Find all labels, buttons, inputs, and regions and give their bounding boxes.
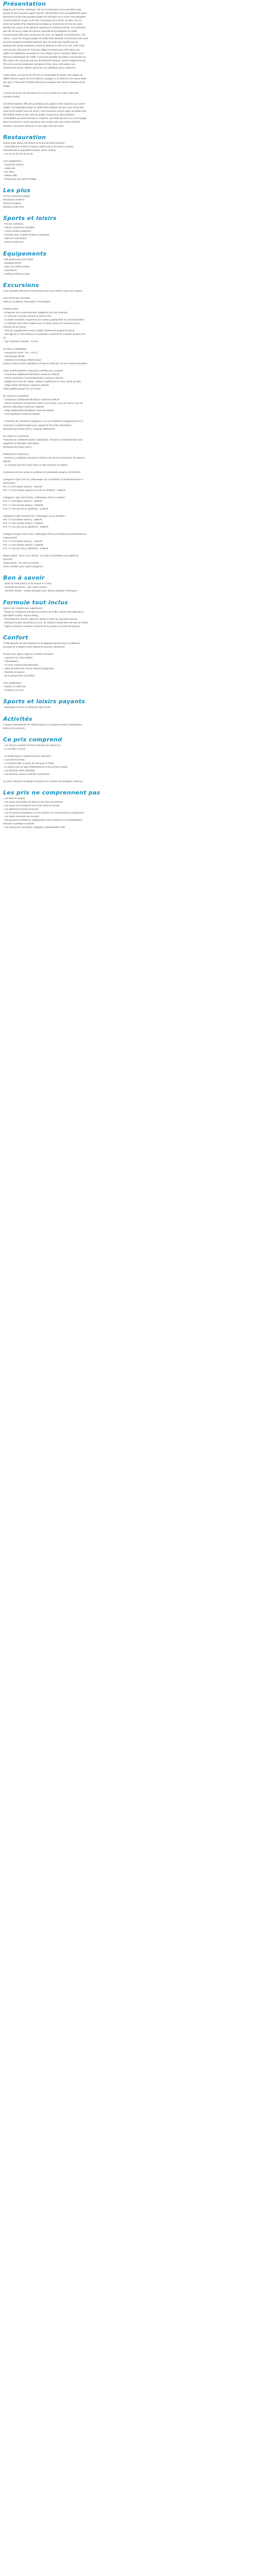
section-title: Formule tout inclus xyxy=(3,599,68,606)
section-title: Sports et loisirs payants xyxy=(3,698,85,705)
section-bon-a-savoir xyxy=(3,574,255,592)
text-line: - Assurances CDW - PAI - TP (1) xyxy=(3,351,38,354)
text-line: - Assistance technique téléphonique. xyxy=(3,358,42,361)
text-line: Durant votre séjour, bénéficiez de la formule demi-pension : xyxy=(3,141,66,144)
text-line: - Boutique (€UR). xyxy=(3,261,22,264)
section-title: Sports et loisirs xyxy=(3,215,57,222)
text-line: - 1 grand lit ou 2 lits simples. xyxy=(3,656,34,659)
text-line: Basse saison : du 6/ 5 au 14/4/19 , du 22/04 au 04/08/19 et du 26/08 au xyxy=(3,554,79,557)
text-line: - Conducteur additionnel 5€UR/jour maximum 30€UR. xyxy=(3,372,60,376)
section-confort xyxy=(3,634,255,692)
text-line: - Tous les suppléments seront à régler directement auprès du loueur. xyxy=(3,329,75,332)
text-line: - Jeune conducteur ( 25 ans)6€UR/jour maximum 60€UR. xyxy=(3,376,64,379)
section-activites xyxy=(3,715,255,730)
text-line: confortables aux tons lumineux et colorées, une belle piscine et un accès plage xyxy=(3,117,87,120)
section-title: Bon à savoir xyxy=(3,574,45,582)
text-line: Ci-dessous prix de vente et conditions du prestataire jusqu'au 31/10/2019 : xyxy=(3,471,82,474)
text-line: - Repas au restaurant principal sous forme de buffet, cuisine internationale et xyxy=(3,610,84,613)
text-line: buggy. xyxy=(3,84,10,87)
text-line: Du 01/05 au 31/10/2019 : xyxy=(3,395,30,398)
text-line: personnes) : xyxy=(3,482,17,485)
text-line: assurance juridique et pénale. xyxy=(3,822,35,825)
section-title: Confort xyxy=(3,634,28,641)
text-line: (1) Selon aéroport de départ et soumis à un nombre de passagers minimum. xyxy=(3,780,84,783)
section-title: Activités xyxy=(3,715,33,722)
text-line: - Le véhicule devra être restitué avec le même niveau de carburant qu'au xyxy=(3,322,80,325)
text-line: colorés tantôt de rouge ou de terre volcanique (au centre), du blanc de ses xyxy=(3,19,82,22)
text-line: Services soignés xyxy=(3,202,21,205)
paragraph-gap xyxy=(3,70,255,73)
text-line: pas que ! C'est aussi l'endroit idéal pour la pratique des sports nautiques et du xyxy=(3,80,86,83)
text-line: - Les excursions facultatives, et les activités non mentionnées au programme. xyxy=(3,811,85,815)
section-title: Ce prix comprend xyxy=(3,736,62,743)
paragraph-gap xyxy=(3,751,255,754)
text-line: - Milkes caffe. xyxy=(3,174,18,177)
text-line: - Terrasse ou balcon. xyxy=(3,671,25,674)
section-sports-et-loisirs-payants xyxy=(3,698,255,709)
text-line: extérieur, sa piscine intérieure et son large choix de soins. xyxy=(3,124,64,127)
text-line: - Siège enfant 3€UR/jour, maximum 30€UR. xyxy=(3,383,50,386)
text-line: Prix 7 X 24H (Haute saison) : 210€UR xyxy=(3,544,43,547)
text-line: Tarifs et conditions, réservation à l'inscription: xyxy=(3,300,51,303)
paragraph-gap xyxy=(3,511,255,514)
text-line: LOCATION DE VOITURE xyxy=(3,296,30,299)
text-line: Avec supplément : xyxy=(3,682,23,685)
paragraph-gap xyxy=(3,391,255,394)
text-line: - Piscine extérieure. xyxy=(3,223,24,226)
text-line: - Les taxes éventuelles de séjour et de sortie du territoire. xyxy=(3,801,63,804)
text-line: - Le forfait taxes et redevances des aéroports. xyxy=(3,754,52,757)
text-line: pratique des sports nautiques comme la planche à voile ou le surf. Côté visite, xyxy=(3,44,85,47)
text-line: - Dîner de Noël (25/12) et du Nouvel An inclus. xyxy=(3,582,52,585)
text-line: - Bar disco. xyxy=(3,170,15,173)
text-line: - Remise ou restitution aéroport en dehors des heures d'ouverture de l'agence xyxy=(3,456,85,459)
text-line: plantées de cactus et de palmiers rappelant le continent africain. Fou étonnant xyxy=(3,26,86,29)
paragraph-gap xyxy=(3,156,255,159)
paragraph-gap xyxy=(3,492,255,496)
text-line: - Ascenseurs. xyxy=(3,268,18,272)
paragraph-gap xyxy=(3,649,255,652)
text-line: L'équipe internationale de l'hôtel propose un programme léger d'animations xyxy=(3,723,83,726)
text-line: calme », pour ses longues plages de sable blanc (incitant au farniente mais aussi xyxy=(3,37,89,40)
text-line: - Dégâts sur le bas de caisse, châssis, équilibrures et roues, perte de clés. xyxy=(3,380,82,383)
section-title: Equipements xyxy=(3,250,47,257)
text-line: permanent et des plus grandes plages de l'archipel. On y trouve des paysages xyxy=(3,15,86,19)
text-line: - Transfert shuttle : navette partagée avec attente possible à l'aéroport. xyxy=(3,589,77,592)
text-line: - Le vol aller et retour. xyxy=(3,747,26,750)
text-line: (1)Sous réserve d'une utilisation normale du véhicule, sur des routes praticables xyxy=(3,362,88,365)
text-line: - Le véhicule doit être rendu dans un état conforme au départ. xyxy=(3,464,68,467)
text-line: grande île des Canaries après Tenerife. Elle bénéficie d'un ensoleillement quasi xyxy=(3,12,87,15)
text-line: - Tapas et snacks à certains moments de la journée au snack-bar piscine. xyxy=(3,624,80,628)
text-line: - Conducteur additionnel 6€UR/jour maximum 60€UR xyxy=(3,398,59,401)
text-line: Prix 7 X 24H (Haute saison) : 203€UR xyxy=(3,521,43,524)
text-line: - Salle de bains avec sèche-cheveux (baignoire). xyxy=(3,667,55,670)
text-line: dunes de sables (Parc Natural de Corralejo au nord) et du vert de ses oasis xyxy=(3,23,83,26)
text-line: Vous souhaitez découvrir Fuerteventura par vous-même, louez une voiture ! xyxy=(3,289,83,292)
text-line: Prix 7 X 24H (du 05 au 25/08/19) : 210€UR xyxy=(3,507,49,510)
text-line: - Petit-déjeuner et dîner et repas à table (eau et vin servis compris) : xyxy=(3,145,75,148)
text-line: Avec supplément : xyxy=(3,159,23,162)
text-line: - Conduite autorisée uniquement sur routes goudronnées et conventionnelles. xyxy=(3,318,85,321)
text-line: - Piscine couverte et chauffée. xyxy=(3,226,35,229)
text-line: nombreuses vertus, utilisée aussi bien en esthétique qu'en médecine. xyxy=(3,66,76,69)
text-line: moment de sa remise. xyxy=(3,326,27,329)
text-line: Assurance complémentaire pour supprimer franchise 10€UR/jour. xyxy=(3,423,72,427)
text-line: - Les assurances annulation, bagages, responsabilité civile. xyxy=(3,826,66,829)
text-line: spécialités locales, show-cooking. xyxy=(3,614,39,617)
text-line: - Les services, taxes et activités mentionnés. xyxy=(3,772,51,775)
section-title: Restauration xyxy=(3,133,46,141)
text-line: vous pourrez découvrir le charmant village de Betancuria niché dans une xyxy=(3,48,80,51)
text-line: - Lobby bar. xyxy=(3,166,16,170)
text-line: - Massages et soins au Despacio Spa Center. xyxy=(3,706,52,709)
text-line: soigné. Sa magnifique plage de sable blanc baignée par des eaux turquoises xyxy=(3,106,84,109)
text-line: 5 personnes) : xyxy=(3,536,19,539)
text-line: Prix 7 X 24H (du 05 au 25/08/19) : 182€UR xyxy=(3,547,49,550)
text-line: Nous consulter pour autres catégories. xyxy=(3,565,44,568)
text-line: Option tout compris avec supplément : xyxy=(3,606,44,609)
paragraph-gap xyxy=(3,776,255,779)
text-line: Haute saison : du 15/4 au 21/4/19 xyxy=(3,562,39,565)
paragraph-gap xyxy=(3,431,255,434)
text-line: - Siège bébé/enfant 5€UR/jour maximum 50€UR xyxy=(3,409,54,412)
text-line: L'hôtel dispose de 333 chambres et bungalows répartis dans un bâtiment xyxy=(3,641,80,645)
section-sports-et-loisirs xyxy=(3,214,255,244)
text-line: Décoration moderne xyxy=(3,198,25,201)
text-line: - Restaurant à la carte Privilège. xyxy=(3,178,37,181)
section-presentation xyxy=(3,0,255,128)
text-line: LE PRIX COMPREND xyxy=(3,347,27,350)
text-line: Durant votre séjour, logez en chambre standard : xyxy=(3,652,55,655)
text-line: - Les boissons selon descriptif. xyxy=(3,769,36,772)
text-line: Catégorie A type Ford Ka, Volkswagen Up ou similaire (3 portes/maximum 4 xyxy=(3,478,83,481)
text-line: - Les vols au comptoir FRAM à l'aéroport de départ (1). xyxy=(3,743,61,747)
text-line: - Empreinte de la carte bancaire obligatoire pour les locations. xyxy=(3,311,69,314)
text-line: - Âge maximum autorisé : 72 ans. xyxy=(3,340,39,343)
section-restauration xyxy=(3,133,255,181)
text-line: - Petit-déjeuner, brunch, déjeuner, goûter et dîner au snack-bar piscine. xyxy=(3,617,78,620)
text-line: vallée à la végétation luxuriante ou vous diriger vers le nord pour flâner sur le xyxy=(3,52,84,55)
paragraph-gap xyxy=(3,303,255,307)
text-line: - Kilométrage illimité. xyxy=(3,354,25,358)
text-line: Prix 7 X 24H (du 05 au 25/08/19) : 196€UR xyxy=(3,525,49,528)
text-line: Costa calma, au sud est de l'île est un vrai paradis de sable ! Des plages de xyxy=(3,73,83,76)
text-line: minutes à pied). xyxy=(3,95,20,98)
text-line: permis) 10€UR/jour maximum 100€UR xyxy=(3,405,44,409)
text-line: Prix 7 X 24H (Haute saison) et du 05 au 25/08/19 : 196€UR xyxy=(3,489,66,492)
text-line: Prix 7 X 24H (Base saison) : 168€UR xyxy=(3,500,42,503)
paragraph-gap xyxy=(3,467,255,470)
paragraph-gap xyxy=(3,343,255,347)
paragraph-gap xyxy=(3,550,255,554)
section-title: Présentation xyxy=(3,1,46,7)
text-line: internationale et spécialités locales, show cooking xyxy=(3,148,56,151)
text-line: - Wifi gratuit dans tout l'hôtel. xyxy=(3,258,34,261)
text-line: l'île voisine de Lanzarote (20 min de traversée bateau). Sachez également que xyxy=(3,59,86,62)
text-line: des buffets variés et des mets de qualité chaque jour, des chambres xyxy=(3,113,75,116)
text-line: - 1 bain à bulles extérieurs xyxy=(3,230,31,233)
text-line: supprimer la franchise 10€UR/jour. xyxy=(3,442,40,445)
text-line: diurnes et nocturnes. xyxy=(3,726,25,730)
section-excursions xyxy=(3,281,255,569)
text-line: Cet hôtel moderne offre des prestations de qualité et des chambres au confort xyxy=(3,103,85,106)
paragraph-gap xyxy=(3,88,255,91)
text-line: - Sauna et bain turc. xyxy=(3,241,25,244)
text-line: direct ou encore le centre Despacio Spa Centre avec ses 2 bains à bulles xyxy=(3,121,80,124)
text-line: Du 01/05 au 31/10/2019 : xyxy=(3,434,30,437)
text-line: - TV avec chaînes internationales. xyxy=(3,664,39,667)
text-line: Fuerteventura offre pour sa douceur de vivre, on l'appelle communément « l'île xyxy=(3,33,86,37)
text-line: an. xyxy=(3,336,7,340)
paragraph-gap xyxy=(3,677,255,681)
text-line: - GPS 5€UR/jour maximum 50€UR xyxy=(3,413,40,416)
paragraph-gap xyxy=(3,365,255,369)
text-line: que l'île ait reçu le statut de réserve naturelle de la biosphère en 2009! xyxy=(3,30,77,33)
paragraph-gap xyxy=(3,529,255,532)
section-title: Excursions xyxy=(3,281,39,289)
text-line: Baignée par l'Océan Atlantique, l'île de Fuerteventura est la deuxième plus xyxy=(3,8,82,11)
text-line: AVEC SUPPLEMENT A REGLER AUPRES DU LOUEUR xyxy=(3,369,63,372)
paragraph-gap xyxy=(3,474,255,478)
text-line: Montants hors taxes (IGIC). xyxy=(3,445,33,448)
text-line: Tarifs valables jusqu'à fin avril 2019 : xyxy=(3,387,42,391)
text-line: - Snack-bar piscine. xyxy=(3,163,24,166)
text-line: - Jeune conducteur (conducteur entre 23 et 25 ans, avec au moins 2 ans de xyxy=(3,402,83,405)
text-line: sables blancs à perte de vue invitant le voyageur à la détente et au repos. Mais xyxy=(3,77,87,80)
text-line: Montants hors taxes (IGIC), Jusqu'au 30/04/2019 xyxy=(3,427,55,430)
text-line: - Chambre vue mer. xyxy=(3,689,24,692)
text-line: - Les repas éventuels aux escales. xyxy=(3,815,40,818)
text-line: petit port authentique de Cotillo. Il est aussi possible de passer une journée sur xyxy=(3,55,86,58)
text-line: - Serviette de piscine : prêt contre caution. xyxy=(3,586,48,589)
text-line: REMISE DU VEHICULE xyxy=(3,452,29,455)
text-line: - Boissons locales alcoolisées ou non, de 10h00 à 23h00 dans les bars de l'hôtel. xyxy=(3,621,89,624)
section-title: Les plus xyxy=(3,187,31,194)
text-line: Catégorie L type Ford Fiesta, Volkswagen Polo ou similaire : xyxy=(3,496,67,499)
text-line: - Climatisation. xyxy=(3,660,19,663)
text-line: Catégorie H type Renault Clio, Volkswagen Up ou similaire : xyxy=(3,514,67,517)
text-line: FORMALITES xyxy=(3,308,19,310)
text-line: - Les repas et les boissons non inclus dans la formule. xyxy=(3,804,60,807)
section-les-plus xyxy=(3,187,255,209)
text-line: pour les amateurs d'activité sportive). Elle est aussi très réputée pour la xyxy=(3,41,78,44)
text-line: Prix 7 X 24H (Base saison) : 161€UR xyxy=(3,485,42,488)
text-line: - Le séjour selon le type d'hébergement et de pension choisis. xyxy=(3,765,69,768)
text-line: principal de 3 étages et des bâtiments annexes, ascenseur. xyxy=(3,645,66,648)
text-line: - Minibar et coffre-fort. xyxy=(3,685,27,688)
text-line: - L'accueil à l'arrivée. xyxy=(3,758,25,761)
text-line: 31/10/19 xyxy=(3,558,12,561)
paragraph-gap xyxy=(3,449,255,452)
text-line: - Le véhicule n'est pas autorisé à sortir de l'île. xyxy=(3,315,52,318)
text-line: - Wi-Fi gratuit dans tout l'hôtel. xyxy=(3,674,36,677)
paragraph-gap xyxy=(3,416,255,419)
text-line: Proche immenses plages xyxy=(3,195,30,198)
text-line: - Les garanties assistance, rapatriement, frais médicaux et d'hospitalisation, xyxy=(3,819,83,822)
text-line: À moins de 60 km de l'aéroport et à 2 km du centre de Costa Calma (20 xyxy=(3,92,79,95)
text-line: Prix 7 X 24H (Haute saison) : 203€UR xyxy=(3,503,43,506)
section-title: Les prix ne comprennent pas xyxy=(3,789,101,796)
paragraph-gap xyxy=(3,293,255,296)
section-formule-tout-inclus xyxy=(3,599,255,628)
text-line: 30€UR. xyxy=(3,460,11,463)
text-line: l'île est le premier producteur européen d'Aloe Vera, cette plante aux xyxy=(3,62,75,65)
text-line: - Franchise de 1200€UR (catégories A et H) et 1250€UR (catégories B et C). xyxy=(3,420,84,423)
text-line: Catégorie B type Ford Focus, Volkswagen Polo ou similaire (5 portes/maximum xyxy=(3,532,87,535)
text-line: - Parking extérieur gratuit. xyxy=(3,272,30,275)
paragraph-gap xyxy=(3,98,255,102)
text-line: - 1/2 eau et 1/4 de vin inclus. xyxy=(3,152,34,155)
text-line: Franchise de 1200€UR (toutes catégories). Assurance complémentaire pour xyxy=(3,438,83,441)
text-line: vous feront oublier tous vos soucis ! Des vacances sous le signe du plaisir avec xyxy=(3,110,87,113)
text-line: Prix 7 X 24H (Base saison) : 168€UR xyxy=(3,518,42,521)
section-equipements xyxy=(3,250,255,276)
text-line: - Le transfert aller et retour de l'aéroport à l'hôtel. xyxy=(3,761,55,765)
text-line: - Terrasse avec chaises longues et parasols. xyxy=(3,233,50,236)
text-line: Prix 7 X 24H (Base saison) : 175€UR xyxy=(3,540,42,543)
section-ce-prix-comprend xyxy=(3,736,255,784)
document-page xyxy=(0,0,258,829)
text-line: - Les dépenses d'ordre personnel. xyxy=(3,808,39,811)
text-line: Détente et bien-être xyxy=(3,206,24,209)
text-line: - Salon de coiffure (€UR). xyxy=(3,265,30,268)
text-line: - Les frais de dossier. xyxy=(3,797,26,800)
text-line: - Salle de musculation. xyxy=(3,237,27,240)
text-line: - Être âgé de 21 ans minimum et posséder un permis de conduire de plus d'un xyxy=(3,333,86,336)
section-les-prix-ne-comprennent-pas xyxy=(3,789,255,829)
